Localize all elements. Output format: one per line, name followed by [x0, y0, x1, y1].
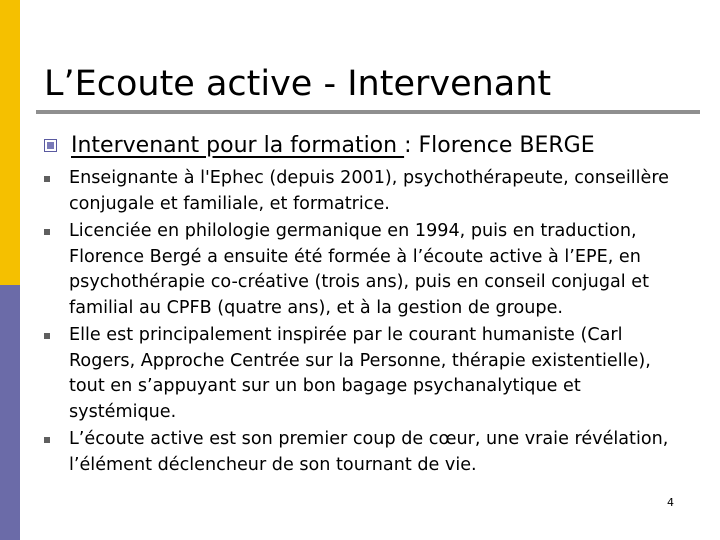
list-item — [44, 166, 684, 217]
list-item-text: Elle est principalement inspirée par le courant humaniste (Carl Rogers, Approche Centrée sur la Personne, thérapie existentielle), tout en s’appuyant sur un bon bagage psychanalytique et systémique. — [69, 325, 651, 422]
bullet-square-icon — [44, 437, 50, 443]
list-item — [44, 219, 684, 321]
bullet-square-icon — [44, 176, 50, 182]
heading-label: Intervenant pour la formation — [71, 133, 405, 158]
list-item-text: L’écoute active est son premier coup de cœur, une vraie révélation, l’élément déclencheur de son tournant de vie. — [69, 429, 669, 475]
heading-value: : Florence BERGE — [404, 133, 595, 158]
side-bar-purple-segment — [0, 285, 20, 540]
side-bar-yellow-segment — [0, 0, 20, 285]
bullet-square-icon — [44, 333, 50, 339]
page-number: 4 — [667, 496, 674, 509]
slide-title: L’Ecoute active - Intervenant — [44, 64, 552, 104]
list-item-text: Enseignante à l'Ephec (depuis 2001), psychothérapeute, conseillère conjugale et familiale, et formatrice. — [69, 168, 669, 214]
heading-text — [71, 130, 595, 162]
bullet-square-icon — [44, 229, 50, 235]
side-color-bar — [0, 0, 20, 540]
bullet-list — [44, 166, 684, 480]
list-item-text: Licenciée en philologie germanique en 1994, puis en traduction, Florence Bergé a ensuite été formée à l’écoute active à l’EPE, en psychothérapie co-créative (trois ans), puis en conseil conjugal et familial au CPFB (quatre ans), et à la gestion de groupe. — [69, 220, 649, 318]
list-item — [44, 427, 684, 478]
list-item — [44, 323, 684, 425]
square-bullet-icon — [44, 139, 57, 152]
title-divider — [36, 110, 700, 114]
